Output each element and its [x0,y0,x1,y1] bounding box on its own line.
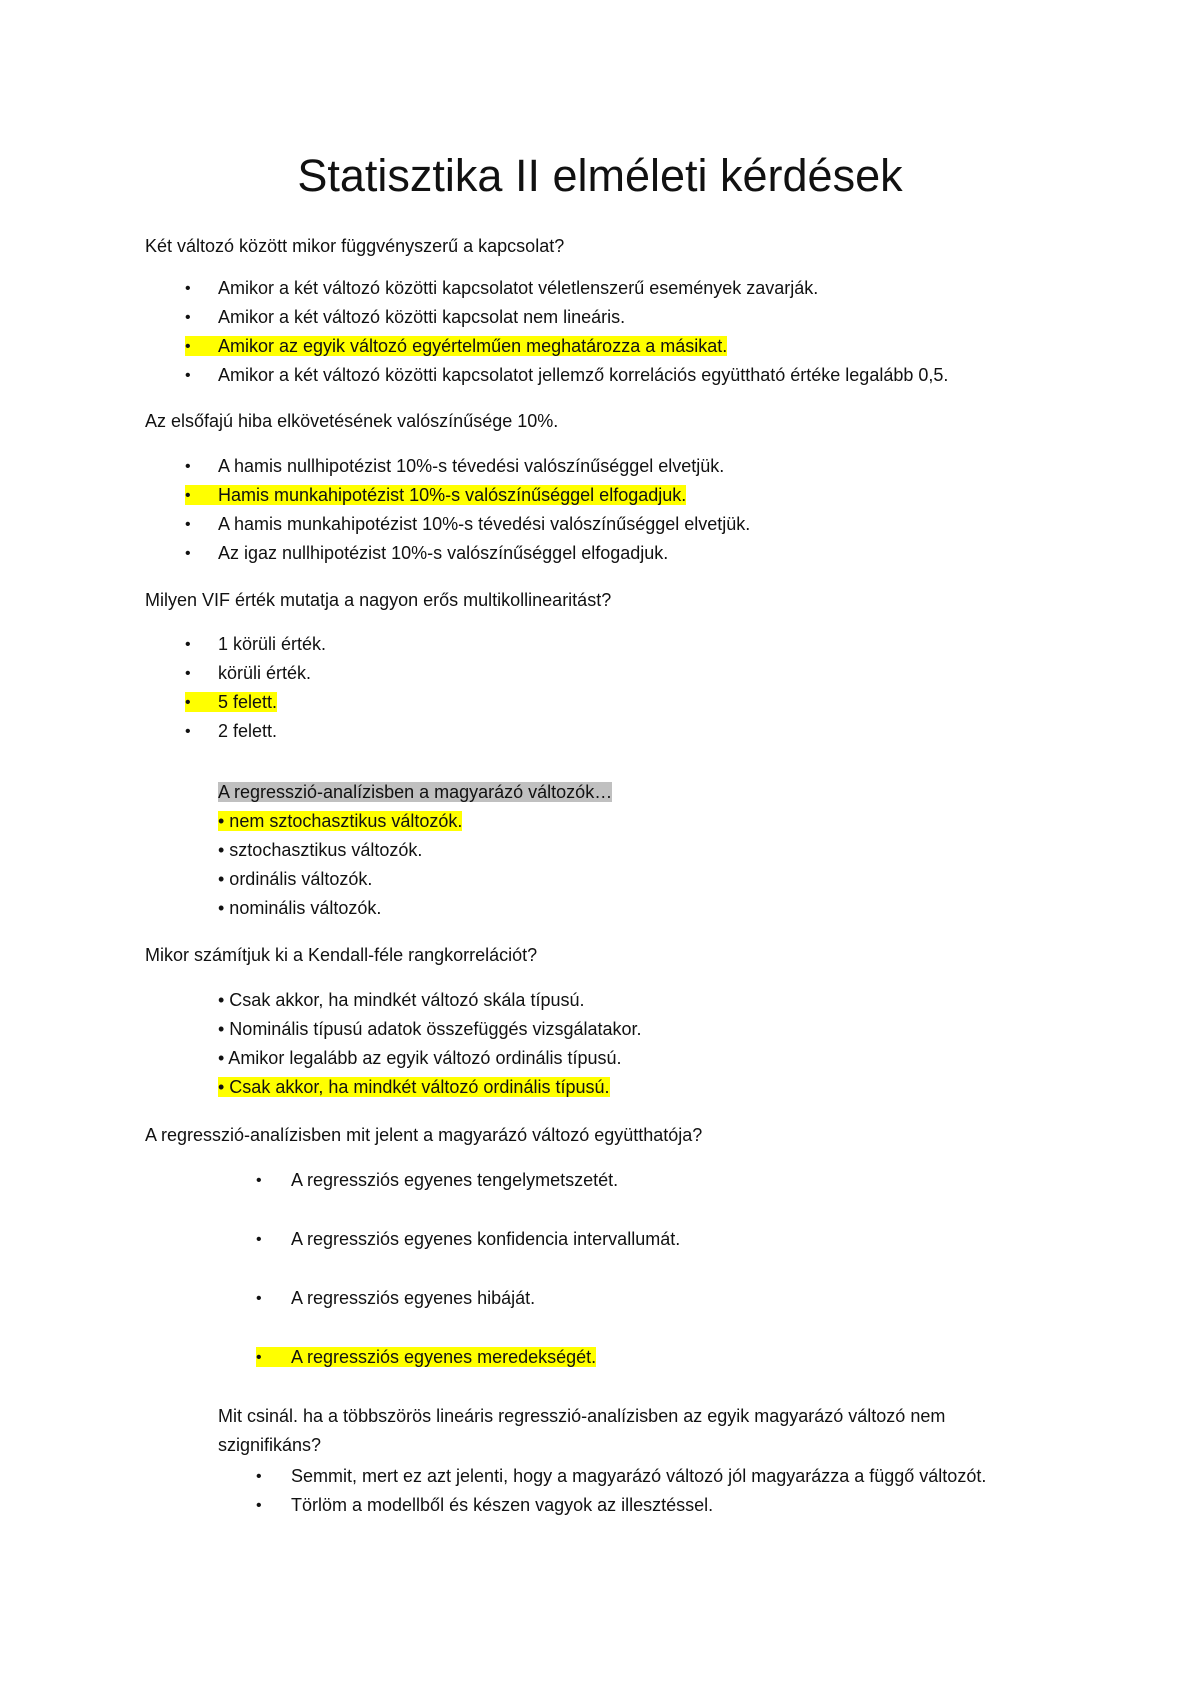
bullet-icon: • [185,367,191,384]
option: • Amikor a két változó közötti kapcsolatot véletlenszerű események zavarják. [185,274,948,303]
option: • 1 körüli érték. [185,630,326,659]
option: • A regressziós egyenes konfidencia intervallumát. [256,1225,680,1284]
bullet-icon: • [256,1172,262,1189]
question-1-options [185,274,948,390]
bullet-icon: • [256,1231,262,1248]
bullet-icon: • [256,1497,262,1514]
question-5-options [218,986,642,1102]
question-3-options [185,630,326,746]
option: • A hamis nullhipotézist 10%-s tévedési valószínűséggel elvetjük. [185,452,750,481]
option: • 2 felett. [185,717,326,746]
option-correct: • Amikor az egyik változó egyértelműen meghatározza a másikat. [185,332,948,361]
bullet-icon: • [185,487,191,504]
option: • Amikor a két változó közötti kapcsolat nem lineáris. [185,303,948,332]
option-correct: • Hamis munkahipotézist 10%-s valószínűséggel elfogadjuk. [185,481,750,510]
option: • Csak akkor, ha mindkét változó skála típusú. [218,990,585,1010]
option-correct: • A regressziós egyenes meredekségét. [256,1343,680,1402]
question-2-options [185,452,750,568]
bullet-icon: • [185,338,191,355]
option: • Törlöm a modellből és készen vagyok az illesztéssel. [256,1491,1056,1520]
bullet-icon: • [185,516,191,533]
option: • sztochasztikus változók. [218,840,423,860]
option: • A regressziós egyenes tengelymetszetét. [256,1166,680,1225]
bullet-icon: • [185,458,191,475]
bullet-icon: • [185,665,191,682]
option: • Amikor a két változó közötti kapcsolatot jellemző korrelációs együttható értéke legalább 0,5. [185,361,948,390]
question-4: A regresszió-analízisben a magyarázó változók… [218,782,613,802]
question-5: Mikor számítjuk ki a Kendall-féle rangkorrelációt? [145,945,538,965]
bullet-icon: • [185,309,191,326]
option: • nominális változók. [218,898,382,918]
bullet-icon: • [256,1468,262,1485]
bullet-icon: • [256,1290,262,1307]
question-3: Milyen VIF érték mutatja a nagyon erős multikollinearitást? [145,590,612,610]
option: • Amikor legalább az egyik változó ordinális típusú. [218,1048,622,1068]
question-7-options [256,1462,1056,1520]
option: • A hamis munkahipotézist 10%-s tévedési valószínűséggel elvetjük. [185,510,750,539]
question-6-options [256,1166,680,1402]
option: • körüli érték. [185,659,326,688]
option-correct: • nem sztochasztikus változók. [218,811,463,831]
option: • Semmit, mert ez azt jelenti, hogy a magyarázó változó jól magyarázza a függő változót. [256,1462,1056,1491]
option: • Az igaz nullhipotézist 10%-s valószínűséggel elfogadjuk. [185,539,750,568]
question-2: Az elsőfajú hiba elkövetésének valószínűsége 10%. [145,411,559,431]
option-correct: • 5 felett. [185,688,326,717]
bullet-icon: • [185,723,191,740]
bullet-icon: • [256,1349,262,1366]
option: • ordinális változók. [218,869,373,889]
bullet-icon: • [185,636,191,653]
question-6: A regresszió-analízisben mit jelent a magyarázó változó együtthatója? [145,1125,703,1145]
question-7: Mit csinál. ha a többszörös lineáris regresszió-analízisben az egyik magyarázó változó nem szignifikáns? [218,1406,946,1455]
page-title: Statisztika II elméleti kérdések [297,150,903,201]
option: • Nominális típusú adatok összefüggés vizsgálatakor. [218,1019,642,1039]
question-1: Két változó között mikor függvényszerű a kapcsolat? [145,236,565,256]
bullet-icon: • [185,694,191,711]
option-correct: • Csak akkor, ha mindkét változó ordinális típusú. [218,1077,610,1097]
question-4-options [218,807,462,923]
bullet-icon: • [185,280,191,297]
option: • A regressziós egyenes hibáját. [256,1284,680,1343]
bullet-icon: • [185,545,191,562]
